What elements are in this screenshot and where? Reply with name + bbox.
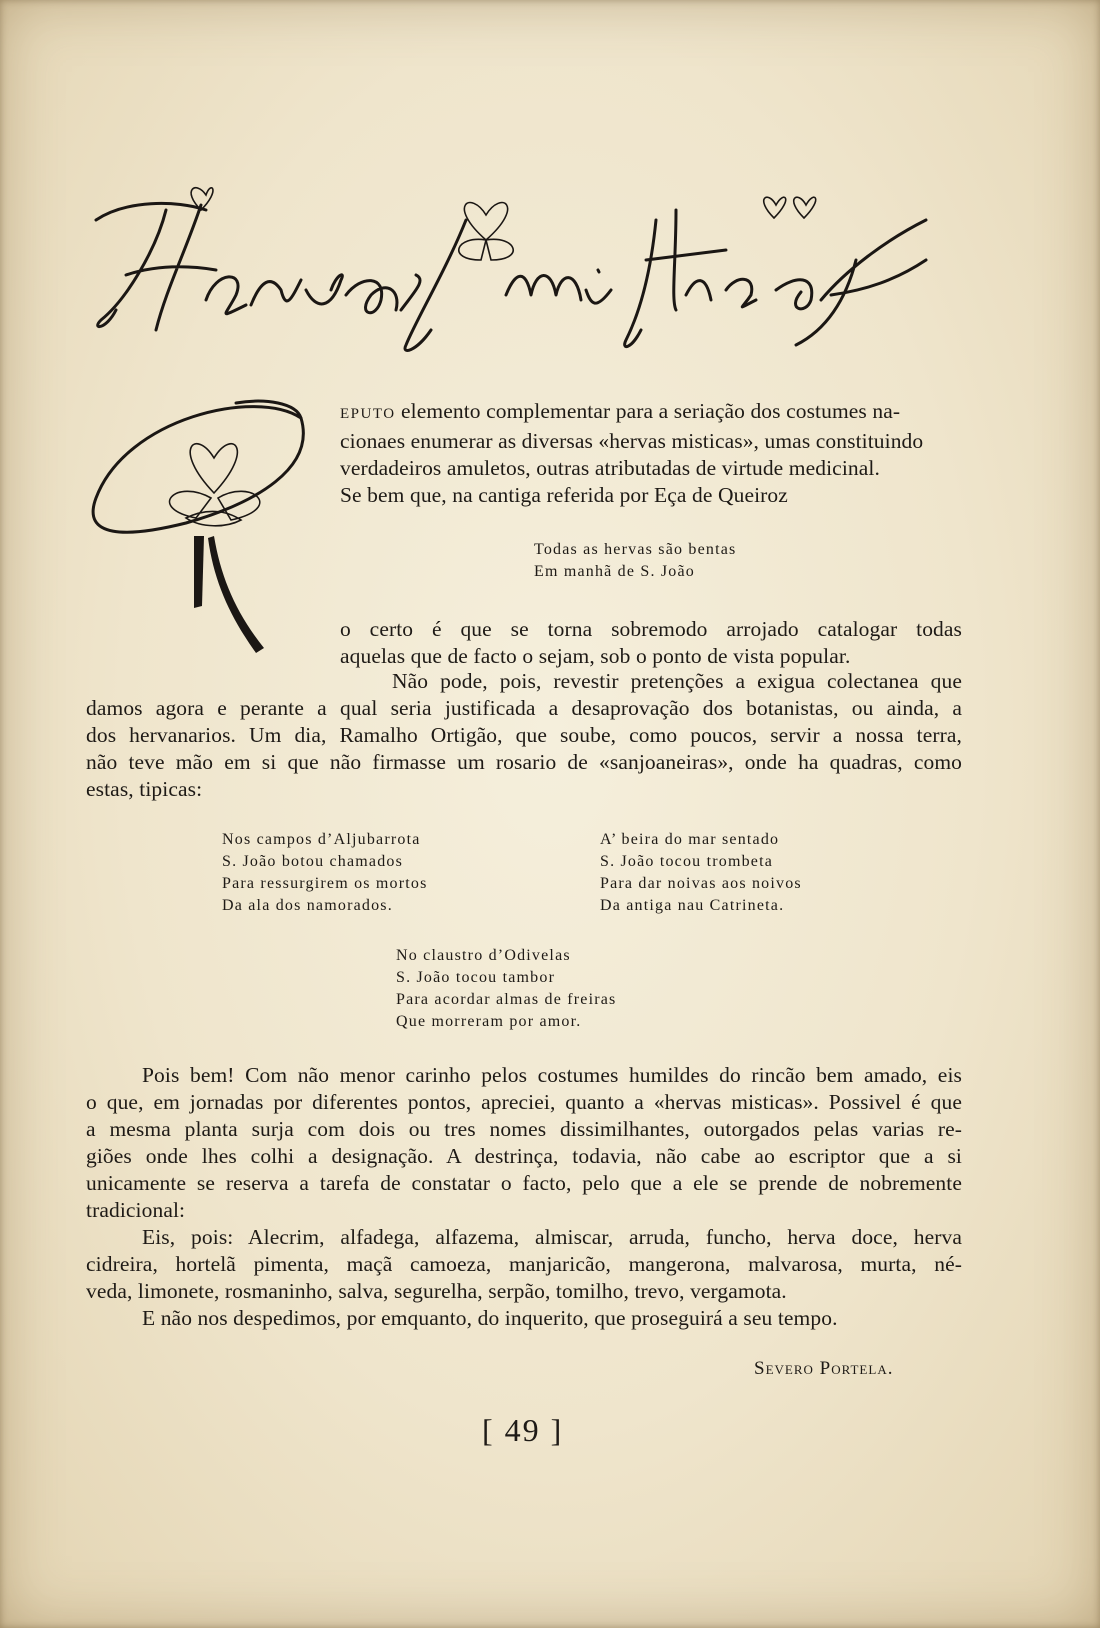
closing-line: Eis, pois: Alecrim, alfadega, alfazema, almiscar, arruda, funcho, herva doce, herva	[142, 1225, 962, 1249]
main-line-4: não teve mão em si que não firmasse um rosario de «sanjoaneiras», onde ha quadras, como	[86, 750, 962, 774]
main-line-5: estas, tipicas:	[86, 777, 203, 801]
quadra-line: Que morreram por amor.	[396, 1013, 582, 1030]
verse-line: Em manhã de S. João	[534, 563, 695, 580]
main-paragraph	[86, 668, 962, 803]
quadra-line: Da ala dos namorados.	[222, 897, 393, 914]
quadra-line: Para acordar almas de freiras	[396, 991, 617, 1008]
verse-line: Todas as hervas são bentas	[534, 541, 737, 558]
intro-line-1-text: elemento complementar para a seriação dos costumes na-	[395, 399, 901, 423]
closing-line: Pois bem! Com não menor carinho pelos costumes humildes do rincão bem amado, eis	[142, 1063, 962, 1087]
cantiga-verse	[534, 539, 736, 583]
quadra-line: S. João tocou trombeta	[600, 853, 774, 870]
quadra-line: A’ beira do mar sentado	[600, 831, 780, 848]
continuation-line-2: aquelas que de facto o sejam, sob o ponto de vista popular.	[340, 644, 851, 668]
main-line-2: damos agora e perante a qual seria justificada a desaprovação dos botanistas, ou ainda, a	[86, 696, 962, 720]
calligraphic-title	[86, 180, 966, 360]
closing-line: a mesma planta surja com dois ou tres nomes dissimilhantes, outorgados pelas varias re-	[86, 1117, 962, 1141]
closing-line: E não nos despedimos, por emquanto, do inquerito, que proseguirá a seu tempo.	[142, 1306, 838, 1330]
closing-line: o que, em jornadas por diferentes pontos, apreciei, quanto a «hervas misticas». Possivel é que	[86, 1090, 962, 1114]
quadra-line: S. João tocou tambor	[396, 969, 556, 986]
dropcap-r-clover	[86, 398, 326, 683]
author-signature: Severo Portela.	[754, 1358, 894, 1379]
closing-line: tradicional:	[86, 1198, 186, 1222]
closing-paragraphs	[86, 1062, 962, 1332]
main-line-3: dos hervanarios. Um dia, Ramalho Ortigão, que soube, como poucos, servir a nossa terra,	[86, 723, 962, 747]
closing-line: unicamente se reserva a tarefa de constatar o facto, pelo que a ele se prende de nobremente	[86, 1171, 962, 1195]
quadra-line: S. João botou chamados	[222, 853, 404, 870]
continuation-paragraph	[340, 616, 962, 670]
intro-smallcaps: EPUTO	[340, 406, 396, 422]
intro-line-1	[340, 398, 962, 428]
quadra-2	[600, 829, 802, 917]
closing-line: cidreira, hortelã pimenta, maçã camoeza, manjaricão, mangerona, malvarosa, murta, né-	[86, 1252, 962, 1276]
intro-line-4: Se bem que, na cantiga referida por Eça de Queiroz	[340, 483, 788, 507]
closing-line: veda, limonete, rosmaninho, salva, segurelha, serpão, tomilho, trevo, vergamota.	[86, 1279, 787, 1303]
quadra-3	[396, 945, 616, 1033]
intro-line-3: verdadeiros amuletos, outras atributadas de virtude medicinal.	[340, 456, 880, 480]
quadra-line: Para dar noivas aos noivos	[600, 875, 802, 892]
intro-line-2: cionaes enumerar as diversas «hervas misticas», umas constituindo	[340, 429, 924, 453]
quadra-line: Para ressurgirem os mortos	[222, 875, 428, 892]
quadra-line: Da antiga nau Catrineta.	[600, 897, 785, 914]
intro-paragraph	[340, 398, 962, 509]
main-line-1: Não pode, pois, revestir pretenções a exigua colectanea que	[392, 669, 962, 693]
quadra-line: Nos campos d’Aljubarrota	[222, 831, 421, 848]
page-number: [ 49 ]	[482, 1412, 564, 1448]
closing-line: giões onde lhes colhi a designação. A destrinça, todavia, não cabe ao escriptor que a si	[86, 1144, 962, 1168]
continuation-line-1: o certo é que se torna sobremodo arrojado catalogar todas	[340, 617, 962, 641]
quadra-line: No claustro d’Odivelas	[396, 947, 571, 964]
quadra-1	[222, 829, 428, 917]
